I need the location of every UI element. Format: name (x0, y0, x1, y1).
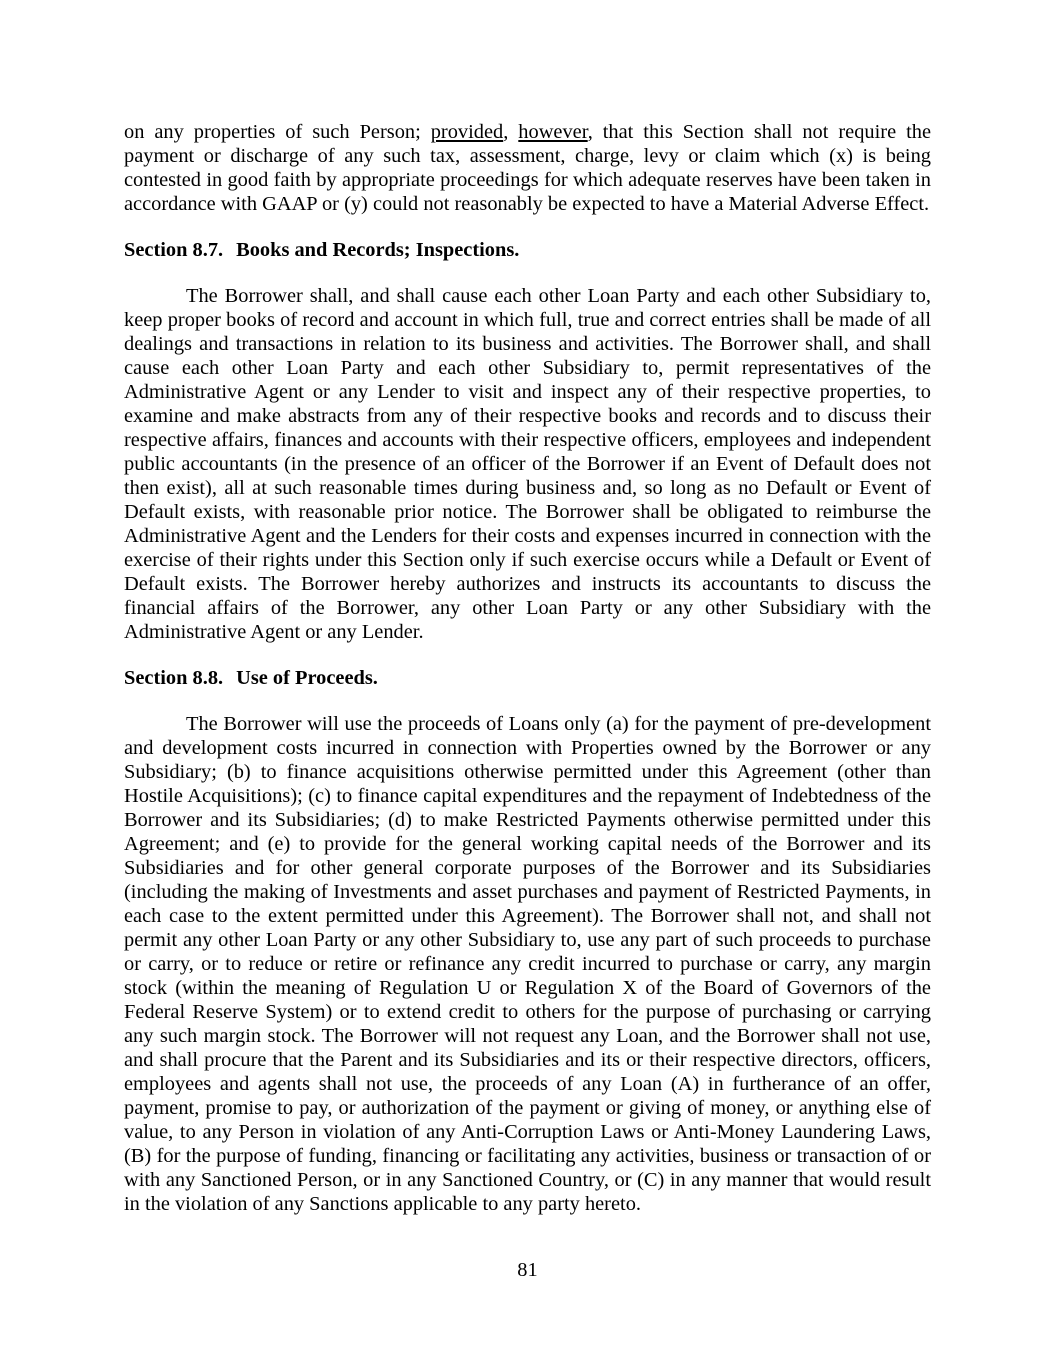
paragraph-continuation (124, 120, 931, 216)
section-8-8-body: The Borrower will use the proceeds of Loans only (a) for the payment of pre-development and development costs incurred in connection with Properties owned by the Borrower or any Subsidiary; (b) to finance acquisitions otherwise permitted under this Agreement (other than Hostile Acquisitions); (c) to finance capital expenditures and the repayment of Indebtedness of the Borrower and its Subsidiaries; (d) to make Restricted Payments otherwise permitted under this Agreement; and (e) to provide for the general working capital needs of the Borrower and its Subsidiaries and for other general corporate purposes of the Borrower and its Subsidiaries (including the making of Investments and asset purchases and payment of Restricted Payments, in each case to the extent permitted under this Agreement). The Borrower shall not, and shall not permit any other Loan Party or any other Subsidiary to, use any part of such proceeds to purchase or carry, or to reduce or retire or refinance any credit incurred to purchase or carry, any margin stock (within the meaning of Regulation U or Regulation X of the Board of Governors of the Federal Reserve System) or to extend credit to others for the purpose of purchasing or carrying any such margin stock. The Borrower will not request any Loan, and the Borrower shall not use, and shall procure that the Parent and its Subsidiaries and its or their respective directors, officers, employees and agents shall not use, the proceeds of any Loan (A) in furtherance of an offer, payment, promise to pay, or authorization of the payment or giving of money, or anything else of value, to any Person in violation of any Anti-Corruption Laws or Anti-Money Laundering Laws, (B) for the purpose of funding, financing or facilitating any activities, business or transaction of or with any Sanctioned Person, or in any Sanctioned Country, or (C) in any manner that would result in the violation of any Sanctions applicable to any party hereto. (124, 713, 931, 1215)
section-8-7-body: The Borrower shall, and shall cause each other Loan Party and each other Subsidiary to, keep proper books of record and account in which full, true and correct entries shall be made of all dealings and transactions in relation to its business and activities. The Borrower shall, and shall cause each other Loan Party and each other Subsidiary to, permit representatives of the Administrative Agent or any Lender to visit and inspect any of their respective properties, to examine and make abstracts from any of their respective books and records and to discuss their respective affairs, finances and accounts with their respective officers, employees and independent public accountants (in the presence of an officer of the Borrower if an Event of Default does not then exist), all at such reasonable times during business and, so long as no Default or Event of Default exists, with reasonable prior notice. The Borrower shall be obligated to reimburse the Administrative Agent and the Lenders for their costs and expenses incurred in connection with the exercise of their rights under this Section only if such exercise occurs while a Default or Event of Default exists. The Borrower hereby authorizes and instructs its accountants to discuss the financial affairs of the Borrower, any other Loan Party or any other Subsidiary with the Administrative Agent or any Lender. (124, 285, 931, 643)
section-8-8-heading (124, 666, 931, 690)
paragraph-text-segment: , that this Section shall not require the payment or discharge of any such tax, assessment, charge, levy or claim which (x) is being contested in good faith by appropriate proceedings for which adequate reserves have been taken in accordance with GAAP or (y) could not reasonably be expected to have a Material Adverse Effect. (124, 121, 931, 215)
section-8-8-number: Section 8.8. (124, 667, 224, 689)
underlined-term-provided: provided (430, 121, 504, 143)
page-number: 81 (517, 1259, 538, 1281)
section-8-7-number: Section 8.7. (124, 239, 224, 261)
section-8-7-title: Books and Records; Inspections. (236, 239, 520, 261)
section-8-7-heading (124, 238, 931, 262)
underlined-term-however: however (518, 121, 588, 143)
section-8-8-title: Use of Proceeds. (236, 667, 378, 689)
paragraph-text-segment: , (503, 121, 519, 143)
paragraph-text-segment: on any properties of such Person; (124, 121, 431, 143)
